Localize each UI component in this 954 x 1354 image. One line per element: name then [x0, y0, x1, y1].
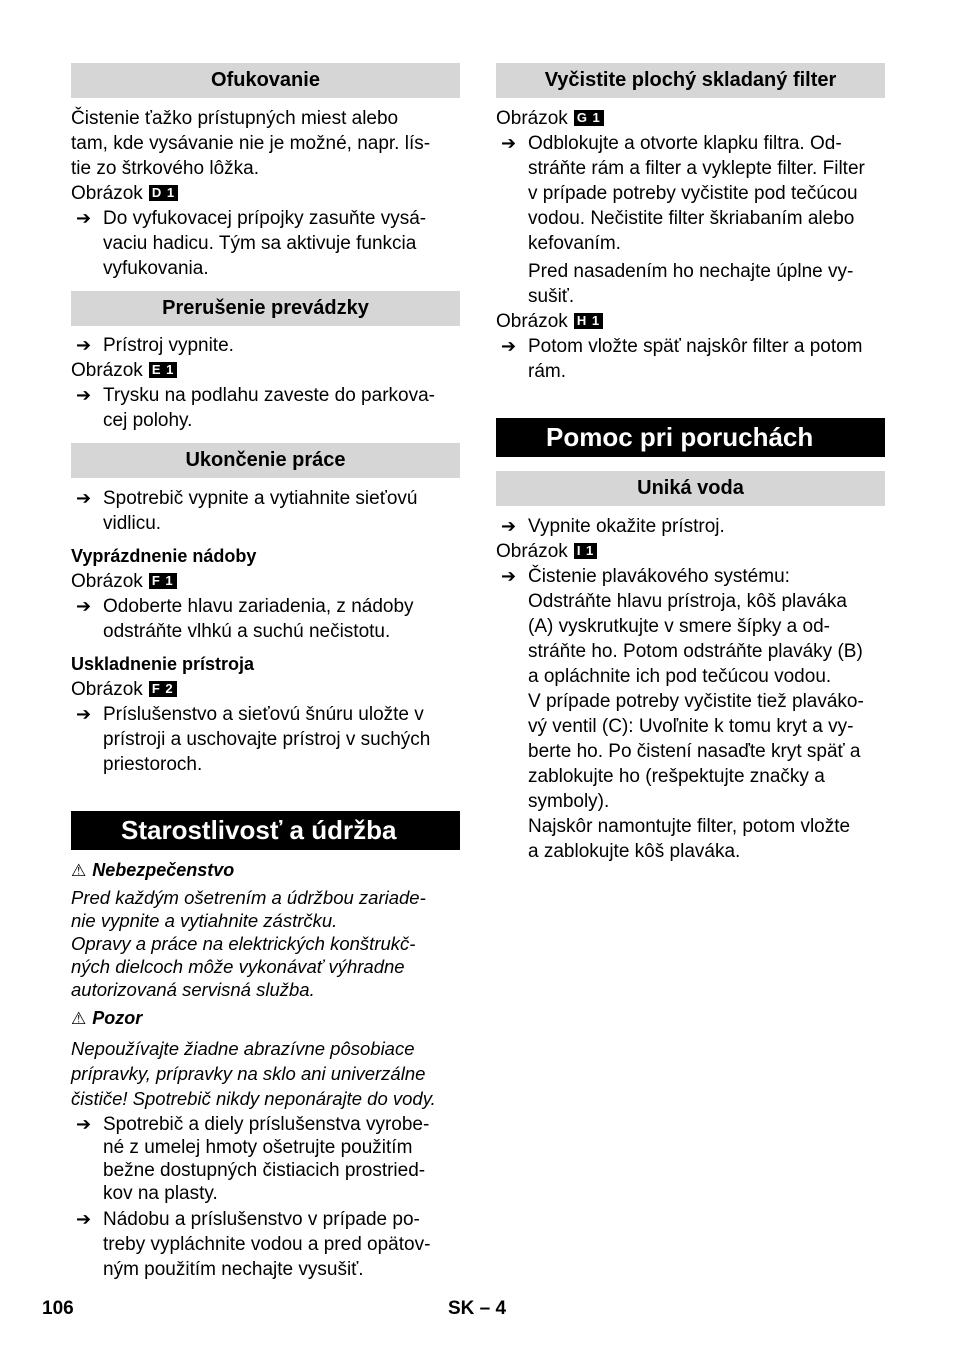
figure-badge: G 1: [574, 110, 604, 126]
figure-ref: Obrázok F 1: [71, 569, 460, 594]
figure-ref: Obrázok G 1: [496, 106, 885, 131]
figure-badge: H 1: [574, 313, 603, 329]
heading-starostlivost: Starostlivosť a údržba: [71, 811, 460, 850]
warning-triangle-icon: ⚠: [71, 861, 87, 880]
arrow-right-icon: ➔: [76, 1114, 92, 1134]
figure-ref: Obrázok H 1: [496, 309, 885, 334]
step-item: ➔ Nádobu a príslušenstvo v prípade po- treby vypláchnite vodou a pred opätov- ným použitím nechajte vysušiť.: [76, 1209, 431, 1280]
step-item: ➔ Príslušenstvo a sieťovú šnúru uložte v prístroji a uschovajte prístroj v suchých priestoroch.: [76, 704, 431, 775]
arrow-right-icon: ➔: [76, 1209, 92, 1229]
arrow-right-icon: ➔: [76, 596, 92, 616]
figure-ref: Obrázok D 1: [71, 181, 460, 206]
page-number: 106: [42, 1298, 74, 1319]
danger-heading: ⚠ Nebezpečenstvo: [71, 860, 235, 880]
heading-unika-voda: Uniká voda: [496, 471, 885, 506]
step-item: ➔ Odoberte hlavu zariadenia, z nádoby odstráňte vlhkú a suchú nečistotu.: [76, 596, 414, 642]
arrow-right-icon: ➔: [76, 208, 92, 228]
left-column: [71, 63, 460, 1282]
note-text: Pred nasadením ho nechajte úplne vy- sušiť.: [528, 261, 854, 307]
section-label: SK – 4: [448, 1298, 507, 1319]
figure-ref: Obrázok I 1: [496, 539, 885, 564]
float-text-1: Odstráňte hlavu prístroja, kôš plaváka (A) vyskrutkujte v smere šípky a od- stráňte ho. Potom odstráňte plaváky (B) a opláchnite ich pod tečúcou vodou.: [528, 591, 863, 687]
heading-filter: Vyčistite plochý skladaný filter: [496, 63, 885, 98]
step-item: ➔ Čistenie plavákového systému:: [501, 566, 790, 587]
heading-pomoc: Pomoc pri poruchách: [496, 418, 885, 457]
figure-badge: D 1: [149, 185, 178, 201]
heading-prerusenie: Prerušenie prevádzky: [71, 291, 460, 326]
arrow-right-icon: ➔: [501, 133, 517, 153]
arrow-right-icon: ➔: [76, 335, 92, 355]
step-item: ➔ Vypnite okažite prístroj.: [501, 516, 725, 537]
arrow-right-icon: ➔: [76, 488, 92, 508]
arrow-right-icon: ➔: [501, 566, 517, 586]
figure-badge: E 1: [149, 362, 178, 378]
ofukovanie-text: Čistenie ťažko prístupných miest alebo tam, kde vysávanie nie je možné, napr. lís- tie zo štrkového lôžka.: [71, 108, 431, 179]
step-item: ➔ Odblokujte a otvorte klapku filtra. Od- stráňte rám a filter a vyklepte filter. Filter v prípade potreby vyčistite pod tečúcou vodou. Nečistite filter škriabaním alebo kefovaním.: [501, 133, 865, 254]
step-item: ➔ Trysku na podlahu zaveste do parkova- cej polohy.: [76, 385, 435, 431]
right-column: [496, 63, 885, 864]
figure-badge: F 2: [149, 681, 177, 697]
arrow-right-icon: ➔: [76, 704, 92, 724]
arrow-right-icon: ➔: [76, 385, 92, 405]
subheading-uskladnenie: Uskladnenie prístroja: [71, 654, 255, 674]
subheading-vyprazdnenie: Vyprázdnenie nádoby: [71, 546, 257, 566]
float-text-2: V prípade potreby vyčistite tiež plaváko- vý ventil (C): Uvoľnite k tomu kryt a vy- berte ho. Po čistení nasaďte kryt späť a zablokujte ho (rešpektujte značky a symboly).: [528, 691, 864, 812]
step-item: ➔ Do vyfukovacej prípojky zasuňte vysá- vaciu hadicu. Tým sa aktivuje funkcia vyfukovania.: [76, 208, 427, 279]
danger-text: Pred každým ošetrením a údržbou zariade- nie vypnite a vytiahnite zástrčku. Opravy a práce na elektrických konštrukč- ných dielcoch môže vykonávať výhradne autorizovaná servisná služba.: [71, 887, 426, 1000]
heading-ofukovanie: Ofukovanie: [71, 63, 460, 98]
caution-heading: ⚠ Pozor: [71, 1008, 143, 1028]
figure-ref: Obrázok F 2: [71, 677, 460, 702]
arrow-right-icon: ➔: [501, 516, 517, 536]
arrow-right-icon: ➔: [501, 336, 517, 356]
warning-triangle-icon: ⚠: [71, 1009, 87, 1028]
step-item: ➔ Potom vložte späť najskôr filter a potom rám.: [501, 336, 863, 382]
step-item: ➔ Spotrebič a diely príslušenstva vyrobe- né z umelej hmoty ošetrujte použitím bežne dostupných čistiacich prostried- kov na plasty.: [76, 1114, 430, 1204]
figure-badge: I 1: [574, 543, 597, 559]
float-text-3: Najskôr namontujte filter, potom vložte a zablokujte kôš plaváka.: [528, 816, 851, 862]
step-item: ➔ Prístroj vypnite.: [76, 335, 234, 356]
figure-ref: Obrázok E 1: [71, 358, 460, 383]
heading-ukoncenie: Ukončenie práce: [71, 443, 460, 478]
caution-text: Nepoužívajte žiadne abrazívne pôsobiace prípravky, prípravky na sklo ani univerzálne čističe! Spotrebič nikdy neponárajte do vody.: [71, 1038, 436, 1109]
step-item: ➔ Spotrebič vypnite a vytiahnite sieťovú vidlicu.: [76, 488, 418, 534]
figure-badge: F 1: [149, 573, 177, 589]
